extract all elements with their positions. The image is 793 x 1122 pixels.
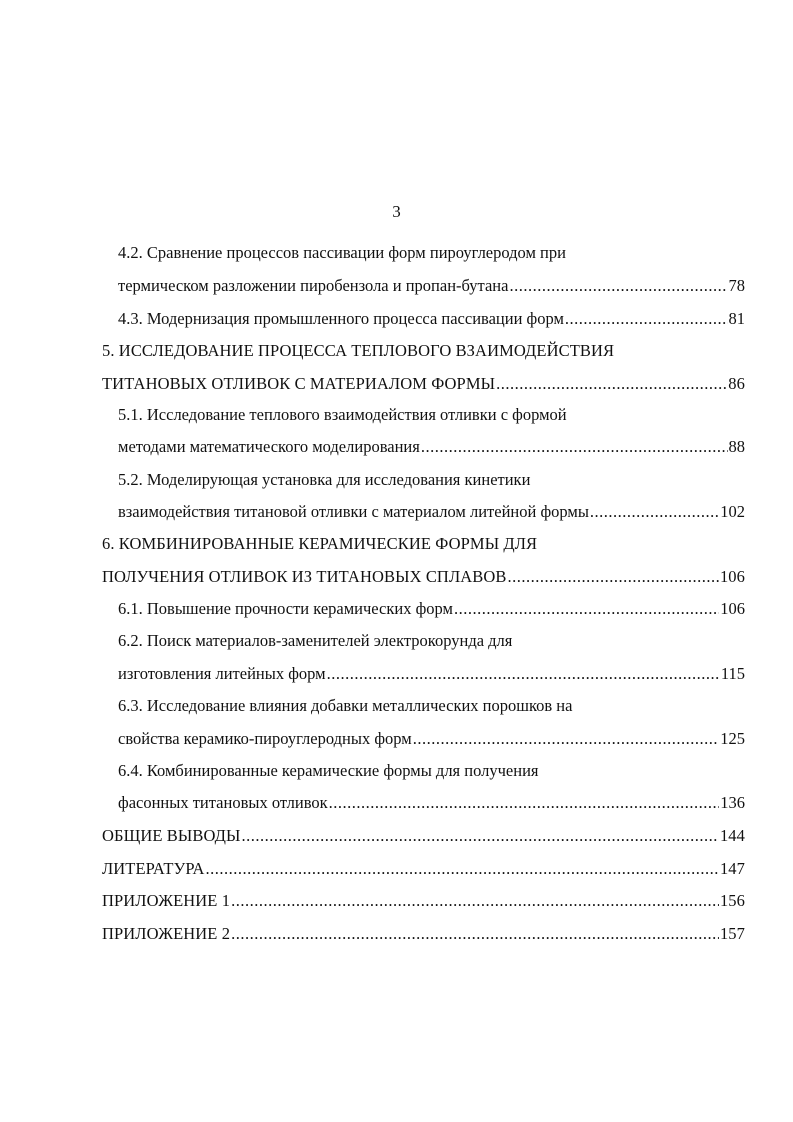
toc-entry-5-1-line2: методами математического моделирования [118, 437, 420, 456]
toc-page-number: 102 [720, 502, 745, 521]
toc-entry-appendix-2[interactable] [102, 924, 745, 944]
toc-entry-6[interactable] [102, 567, 745, 587]
toc-entry-5[interactable] [102, 374, 745, 394]
toc-entry-appendix-2-title: ПРИЛОЖЕНИЕ 2 [102, 924, 231, 943]
dot-leader [421, 437, 728, 457]
dot-leader [327, 664, 720, 684]
toc-entry-5-2[interactable] [118, 502, 745, 522]
dot-leader [496, 374, 727, 394]
toc-entry-6-line1: 6. КОМБИНИРОВАННЫЕ КЕРАМИЧЕСКИЕ ФОРМЫ ДЛЯ [102, 534, 538, 553]
toc-entry-6-3[interactable] [118, 729, 745, 749]
toc-entry-conclusions[interactable] [102, 826, 745, 846]
toc-entry-appendix-1[interactable] [102, 891, 745, 911]
toc-page-number: 156 [719, 891, 745, 910]
toc-page-number: 106 [720, 599, 745, 618]
dot-leader [565, 309, 728, 329]
toc-entry-5-2-line1: 5.2. Моделирующая установка для исследования кинетики [118, 470, 531, 489]
toc-page-number: 106 [719, 567, 745, 586]
toc-entry-6-4[interactable] [118, 793, 745, 813]
dot-leader [206, 859, 719, 879]
toc-entry-6-4-line2: фасонных титановых отливок [118, 793, 328, 812]
dot-leader [413, 729, 720, 749]
toc-entry-4-2-line2: термическом разложении пиробензола и пропан-бутана [118, 276, 509, 295]
dot-leader [231, 924, 719, 944]
toc-entry-6-1[interactable] [118, 599, 745, 619]
toc-entry-5-1-line1: 5.1. Исследование теплового взаимодействия отливки с формой [118, 405, 567, 424]
toc-entry-6-3-line1: 6.3. Исследование влияния добавки металлических порошков на [118, 696, 573, 715]
toc-page-number: 86 [728, 374, 745, 393]
toc-entry-4-2-line1: 4.2. Сравнение процессов пассивации форм пироуглеродом при [118, 243, 566, 262]
toc-entry-5-2-line2: взаимодействия титановой отливки с материалом литейной формы [118, 502, 589, 521]
toc-entry-6-2-line1: 6.2. Поиск материалов-заменителей электрокорунда для [118, 631, 513, 650]
toc-page-number: 144 [719, 826, 745, 845]
toc-entry-5-line2: ТИТАНОВЫХ ОТЛИВОК С МАТЕРИАЛОМ ФОРМЫ [102, 374, 496, 393]
toc-entry-6-4-line1: 6.4. Комбинированные керамические формы для получения [118, 761, 539, 780]
toc-page-number: 147 [719, 859, 745, 878]
dot-leader [507, 567, 718, 587]
dot-leader [242, 826, 719, 846]
dot-leader [329, 793, 720, 813]
toc-page-number: 88 [728, 437, 745, 456]
toc-page-number: 125 [720, 729, 745, 748]
toc-entry-5-1[interactable] [118, 437, 745, 457]
page-number: 3 [392, 202, 401, 221]
toc-entry-6-3-line2: свойства керамико-пироуглеродных форм [118, 729, 412, 748]
toc-entry-literature-title: ЛИТЕРАТУРА [102, 859, 205, 878]
dot-leader [454, 599, 719, 619]
toc-entry-4-2[interactable] [118, 276, 745, 296]
toc-entry-4-3-title: 4.3. Модернизация промышленного процесса пассивации форм [118, 309, 564, 328]
dot-leader [231, 891, 719, 911]
toc-entry-6-line2: ПОЛУЧЕНИЯ ОТЛИВОК ИЗ ТИТАНОВЫХ СПЛАВОВ [102, 567, 507, 586]
toc-entry-6-2[interactable] [118, 664, 745, 684]
toc-page-number: 81 [728, 309, 745, 328]
toc-entry-appendix-1-title: ПРИЛОЖЕНИЕ 1 [102, 891, 231, 910]
toc-page-number: 115 [720, 664, 745, 683]
toc-page-number: 78 [728, 276, 745, 295]
toc-entry-literature[interactable] [102, 859, 745, 879]
toc-page-number: 157 [719, 924, 745, 943]
toc-entry-5-line1: 5. ИССЛЕДОВАНИЕ ПРОЦЕССА ТЕПЛОВОГО ВЗАИМОДЕЙСТВИЯ [102, 341, 615, 360]
toc-page-number: 136 [720, 793, 745, 812]
dot-leader [509, 276, 727, 296]
toc-entry-conclusions-title: ОБЩИЕ ВЫВОДЫ [102, 826, 241, 845]
toc-entry-4-3[interactable] [118, 309, 745, 329]
dot-leader [590, 502, 719, 522]
toc-entry-6-1-title: 6.1. Повышение прочности керамических форм [118, 599, 453, 618]
toc-entry-6-2-line2: изготовления литейных форм [118, 664, 326, 683]
